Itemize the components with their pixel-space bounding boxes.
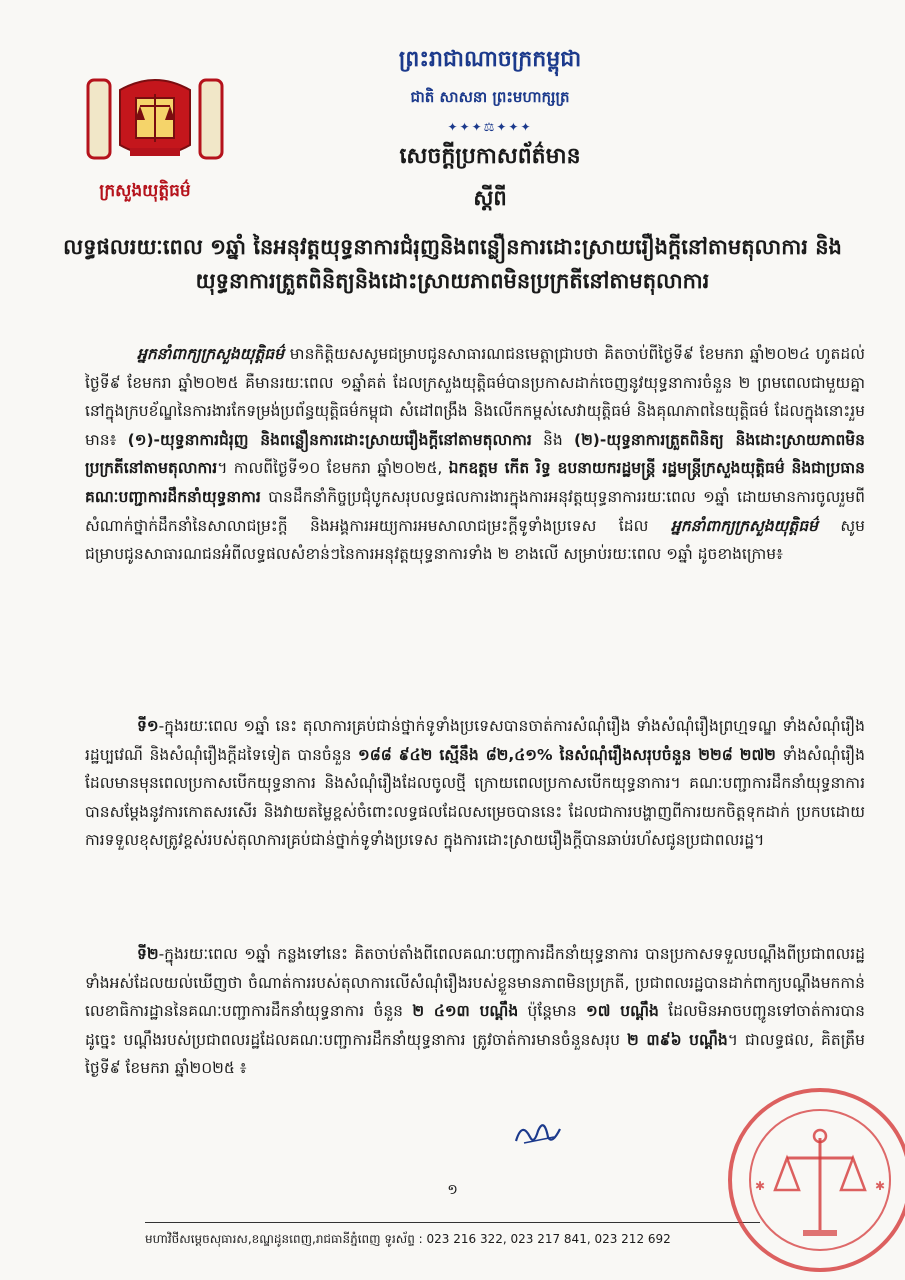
intro-text-4: បានដឹកនាំកិច្ចប្រជុំបូកសរុបលទ្ធផលការងារក្នុងការអនុវត្តយុទ្ធនាការរយៈពេល ១ឆ្នាំ ដោយមានការចូលរួមពីសំណាក់ថ្នាក់ដឹកនាំនៃសាលាជម្រះក្តី និងអង្គការអយ្យការអមសាលាជម្រះក្តីទូទាំងប្រទេស ដែល [85, 487, 865, 535]
spokesperson-name-2: អ្នកនាំពាក្យក្រសួងយុត្តិធម៌ [670, 516, 818, 535]
point-1-text-2: ទាំងសំណុំរឿងដែលមានមុនពេលប្រកាសបើកយុទ្ធនាការ និងសំណុំរឿងដែលចូលថ្មី ក្រោយពេលប្រកាសបើកយុទ្ធនាការ។ គណៈបញ្ជាការដឹកនាំយុទ្ធនាការ បានសម្តែងនូវការកោតសរសើរ និងវាយតម្លៃខ្ពស់ចំពោះលទ្ធផលដែលសម្រេចបាននេះ ដែលជាការបង្ហាញពីការយកចិត្តទុកដាក់ ប្រកបដោយការទទួលខុសត្រូវខ្ពស់របស់តុលាការគ្រប់ជាន់ថ្នាក់ទូទាំងប្រទេស ក្នុងការដោះស្រាយរឿងក្តីបានឆាប់រហ័សជូនប្រជាពលរដ្ឋ។ [85, 745, 866, 850]
intro-text-3: ។ កាលពីថ្ងៃទី១០ ខែមករា ឆ្នាំ២០២៥, [217, 459, 449, 478]
complaints-received: ២ ៤១៣ បណ្តឹង [412, 1002, 519, 1021]
paragraph-intro [85, 340, 865, 569]
ministry-name: ក្រសួងយុត្តិធម៌ [99, 181, 191, 201]
campaign-1-name: (១)-យុទ្ធនាការជំរុញ និងពន្លឿនការដោះស្រាយរឿងក្តីនៅតាមតុលាការ [127, 430, 532, 449]
point-2-text-1: -ក្នុងរយៈពេល ១ឆ្នាំ កន្លងទៅនេះ គិតចាប់តាំងពីពេលគណៈបញ្ជាការដឹកនាំយុទ្ធនាការ បានប្រកាសទទួលបណ្តឹងពីប្រជាពលរដ្ឋទាំងអស់ដែលយល់ឃើញថា ចំណាត់ការរបស់តុលាការលើសំណុំរឿងរបស់ខ្លួនមានភាពមិនប្រក្រតី, ប្រជាពលរដ្ឋបានដាក់ពាក្យបណ្តឹងមកកាន់លេខាធិការដ្ឋាននៃគណៈបញ្ជាការដឹកនាំយុទ្ធនាការ ចំនួន [85, 945, 865, 1021]
paragraph-point-1 [85, 712, 865, 855]
ministry-logo-icon [80, 70, 230, 170]
complaints-total-processed: ២ ៣៩៦ បណ្តឹង [627, 1030, 728, 1049]
point-1-label: ទី១ [137, 717, 159, 735]
headline: លទ្ធផលរយៈពេល ១ឆ្នាំ នៃអនុវត្តយុទ្ធនាការជំរុញនិងពន្លឿនការដោះស្រាយរឿងក្តីនៅតាមតុលាការ និងយុទ្ធនាការត្រួតពិនិត្យនិងដោះស្រាយភាពមិនប្រក្រតីនៅតាមតុលាការ [63, 234, 842, 293]
footer-divider [145, 1222, 760, 1223]
intro-text-5: សូមជម្រាបជូនសាធារណជនអំពីលទ្ធផលសំខាន់ៗនៃការអនុវត្តយុទ្ធនាការទាំង ២ ខាងលើ សម្រាប់រយៈពេល ១ឆ្នាំ ដូចខាងក្រោម៖ [85, 516, 866, 564]
complaints-not-transferable: ១៧ បណ្តឹង [586, 1002, 659, 1021]
point-1-text-1: -ក្នុងរយៈពេល ១ឆ្នាំ នេះ តុលាការគ្រប់ជាន់ថ្នាក់ទូទាំងប្រទេសបានចាត់ការសំណុំរឿង ទាំងសំណុំរឿងព្រហ្មទណ្ឌ ទាំងសំណុំរឿងរដ្ឋប្បវេណី និងសំណុំរឿងក្តីដទៃទៀត បានចំនួន [85, 717, 865, 764]
press-release-label: សេចក្តីប្រកាសព័ត៌មាន [399, 143, 581, 169]
svg-text:✱: ✱ [875, 1179, 886, 1193]
point-2-text-3: ដែលមិនអាចបញ្ជូនទៅចាត់ការបាន ដូច្នេះ បណ្តឹងរបស់ប្រជាពលរដ្ឋដែលគណៈបញ្ជាការដឹកនាំយុទ្ធនាការ ត្រូវចាត់ការមានចំនួនសរុប [85, 1002, 865, 1049]
footer-contact [145, 1231, 785, 1249]
campaign-2-name: (២)-យុទ្ធនាការត្រួតពិនិត្យ និងដោះស្រាយភាពមិនប្រក្រតីនៅតាមតុលាការ [85, 430, 865, 478]
minister-title: ឯកឧត្តម កើត រិទ្ធ ឧបនាយករដ្ឋមន្ត្រី រដ្ឋមន្ត្រីក្រសួងយុត្តិធម៌ និងជាប្រធានគណៈបញ្ជាការដឹកនាំយុទ្ធនាការ [85, 459, 865, 506]
point-2-text-4: ។ ជាលទ្ធផល, គិតត្រឹមថ្ងៃទី៩ ខែមករា ឆ្នាំ២០២៥ ៖ [85, 1030, 865, 1078]
paragraph-point-2 [85, 940, 865, 1083]
footer-phones: 023 216 322, 023 217 841, 023 212 692 [426, 1232, 671, 1246]
about-label: ស្តីពី [473, 185, 507, 210]
point-2-label: ទី២ [137, 945, 159, 963]
official-seal-stamp [715, 1080, 905, 1280]
spokesperson-name: អ្នកនាំពាក្យក្រសួងយុត្តិធម៌ [137, 345, 284, 363]
kingdom-title: ព្រះរាជាណាចក្រកម្ពុជា [398, 46, 582, 72]
intro-text-1: មានកិត្តិយសសូមជម្រាបជូនសាធារណជនមេត្តាជ្រាបថា គិតចាប់ពីថ្ងៃទី៩ ខែមករា ឆ្នាំ២០២៤ ហូតដល់ថ្ងៃទី៩ ខែមករា ឆ្នាំ២០២៥ គឺមានរយៈពេល ១ឆ្នាំគត់ ដែលក្រសួងយុត្តិធម៌បានប្រកាសដាក់ចេញនូវយុទ្ធនាការចំនួន ២ ព្រមពេលជាមួយគ្នា នៅក្នុងក្របខ័ណ្ឌនៃការងារកែទម្រង់ប្រព័ន្ធយុត្តិធម៌កម្ពុជា សំដៅពង្រឹង និងលើកកម្ពស់សេវាយុត្តិធម៌ និងគុណភាពនៃយុត្តិធម៌ ដែលក្នុងនោះរួមមាន៖ [85, 345, 865, 449]
national-motto: ជាតិ សាសនា ព្រះមហាក្សត្រ [410, 88, 570, 106]
point-2-text-2: ប៉ុន្តែមាន [518, 1002, 587, 1021]
footer-address: មហាវិថីសម្តេចសុធារស,ខណ្ឌដូនពេញ,រាជធានីភ្នំពេញ ទូរស័ព្ទ : [145, 1232, 427, 1246]
svg-text:✱: ✱ [755, 1179, 766, 1193]
signature-initial [510, 1115, 565, 1150]
ornament-divider: ✦✦✦⚖✦✦✦ [447, 120, 533, 134]
point-1-statistic: ១៨៨ ៩៤២ ស្មើនឹង ៨២,៤១% នៃសំណុំរឿងសរុបចំនួន ២២៨ ២៧២ [357, 745, 776, 764]
page-number: ១ [447, 1182, 458, 1198]
intro-text-2: និង [531, 430, 574, 449]
